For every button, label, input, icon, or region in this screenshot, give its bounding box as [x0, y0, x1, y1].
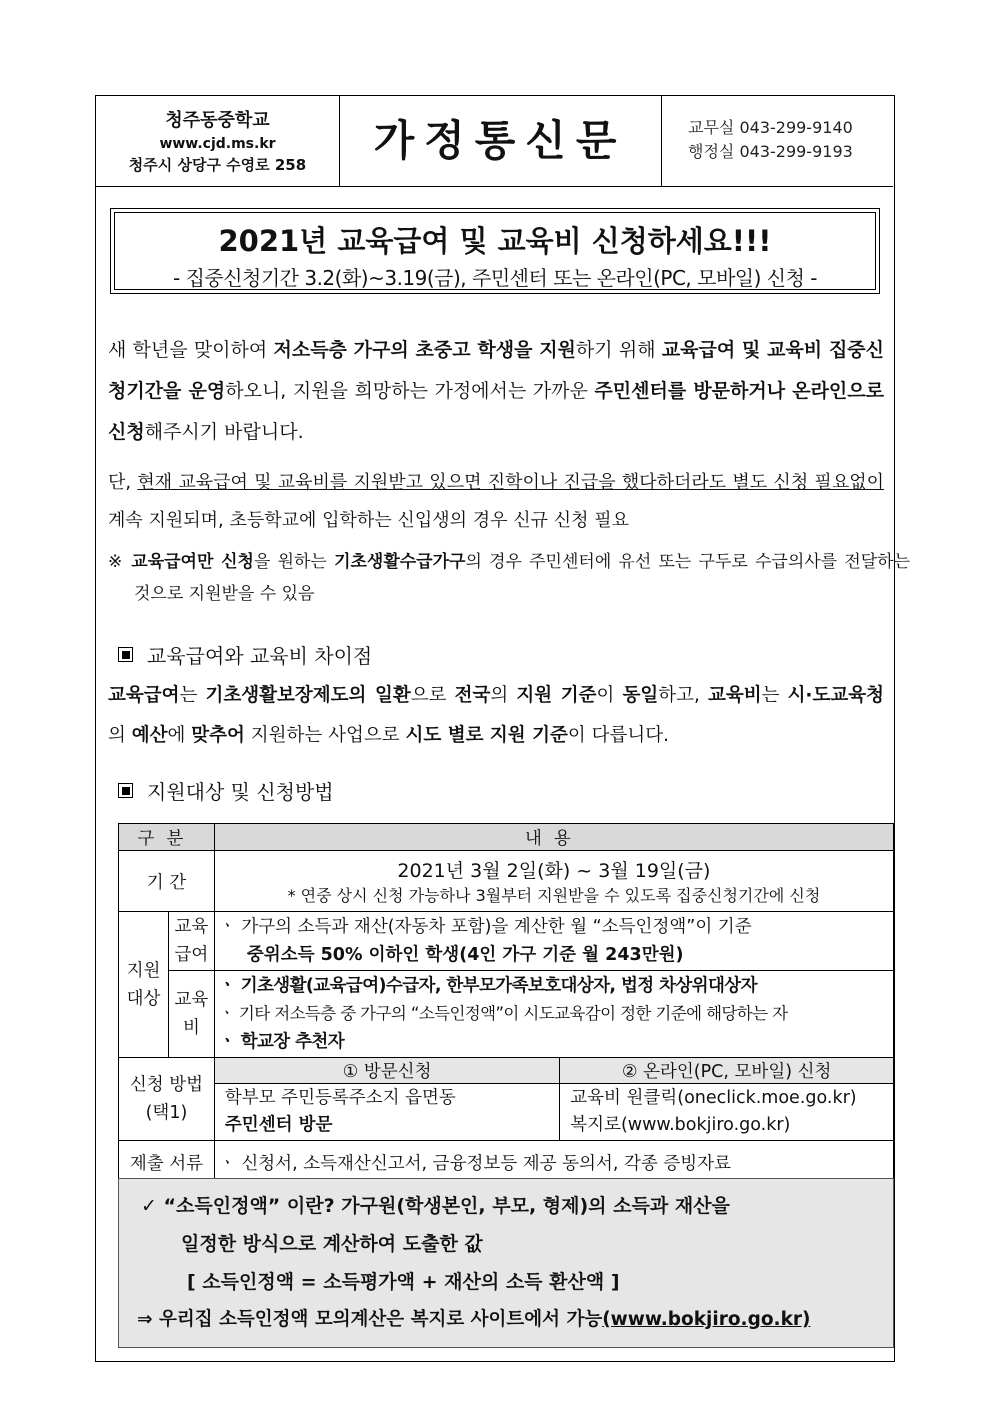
note-paragraph: 단, 현재 교육급여 및 교육비를 지원받고 있으면 진학이나 진급을 했다하더라도 별도 신청 필요없이 계속 지원되며, 초등학교에 입학하는 신입생의 경우 신규 신청 필요 — [108, 472, 884, 531]
info-line-1: ✓ “소득인정액” 이란? 가구원(학생본인, 부모, 형제)의 소득과 재산을 — [141, 1195, 730, 1217]
visit-content: 학부모 주민등록주소지 읍면동 주민센터 방문 — [214, 1084, 559, 1141]
school-info — [96, 96, 340, 186]
visit-heading: ① 방문신청 — [214, 1058, 559, 1084]
edu-pay-label: 교육급여 — [168, 912, 214, 971]
table-row — [119, 1058, 894, 1084]
table-header-row — [119, 824, 894, 851]
table-header-category: 구분 — [119, 824, 215, 851]
edu-cost-label: 교육비 — [168, 971, 214, 1058]
school-website: www.cjd.ms.kr — [159, 136, 276, 152]
headline-banner — [110, 208, 880, 294]
method-label: 신청 방법 (택1) — [119, 1058, 215, 1141]
online-heading: ② 온라인(PC, 모바일) 신청 — [560, 1058, 894, 1084]
section-2-title: 지원대상 및 신청방법 — [118, 776, 334, 805]
period-label: 기 간 — [119, 851, 215, 912]
check-icon: ✓ — [141, 1195, 157, 1217]
remark-paragraph: ※ 교육급여만 신청을 원하는 기초생활수급가구의 경우 주민센터에 유선 또는 구두로 수급의사를 전달하는 것으로 지원받을 수 있음 — [108, 552, 911, 604]
period-content — [214, 851, 893, 912]
table-row — [119, 912, 894, 971]
headline: 2021년 교육급여 및 교육비 신청하세요!!! — [218, 224, 772, 258]
office-phone-2: 행정실 043-299-9193 — [688, 142, 853, 161]
table-header-content: 내용 — [214, 824, 893, 851]
header — [96, 96, 893, 187]
table-row — [119, 971, 894, 1058]
edu-cost-content: ㆍ 기초생활(교육급여)수급자, 한부모가족보호대상자, 법정 차상위대상자 ㆍ 기타 저소득층 중 가구의 “소득인정액”이 시도교육감이 정한 기준에 해당하는 자 ㆍ 학교장 추천자 — [214, 971, 893, 1058]
square-bullet-icon — [118, 647, 133, 662]
support-table — [118, 823, 894, 1184]
office-phone-1: 교무실 043-299-9140 — [688, 118, 853, 137]
table-row — [119, 1084, 894, 1141]
school-name: 청주동중학교 — [165, 110, 270, 131]
intro-paragraph: 새 학년을 맞이하여 저소득층 가구의 초중고 학생을 지원하기 위해 교육급여 및 교육비 집중신청기간을 운영하오니, 지원을 희망하는 가정에서는 가까운 주민센터를 방문하거나 온라인으로 신청해주시기 바랍니다. — [108, 339, 885, 443]
target-label: 지원 대상 — [119, 912, 169, 1058]
docs-content: ㆍ 신청서, 소득재산신고서, 금융정보등 제공 동의서, 각종 증빙자료 — [214, 1141, 893, 1184]
table-row — [119, 851, 894, 912]
info-line-4: ⇒ 우리집 소득인정액 모의계산은 복지로 사이트에서 가능(www.bokjiro.go.kr) — [137, 1309, 811, 1330]
section-1-paragraph: 교육급여는 기초생활보장제도의 일환으로 전국의 지원 기준이 동일하고, 교육비는 시·도교육청의 예산에 맞추어 지원하는 사업으로 시도 별로 지원 기준이 다릅니다. — [108, 685, 884, 746]
subheadline: - 집중신청기간 3.2(화)~3.19(금), 주민센터 또는 온라인(PC, 모바일) 신청 - — [173, 266, 817, 290]
info-line-2: 일정한 방식으로 계산하여 도출한 값 — [181, 1233, 483, 1255]
online-content: 교육비 원클릭(oneclick.moe.go.kr) 복지로(www.bokjiro.go.kr) — [560, 1084, 894, 1141]
section-1-title: 교육급여와 교육비 차이점 — [118, 640, 372, 669]
docs-label: 제출 서류 — [119, 1141, 215, 1184]
contact-info — [688, 116, 853, 164]
period-main: 2021년 3월 2일(화) ~ 3월 19일(금) — [397, 860, 711, 882]
period-note: * 연중 상시 신청 가능하나 3월부터 지원받을 수 있도록 집중신청기간에 신청 — [287, 886, 821, 905]
document-title: 가정통신문 — [339, 96, 662, 186]
info-line-3: [ 소득인정액 = 소득평가액 + 재산의 소득 환산액 ] — [187, 1271, 620, 1293]
arrow-icon: ⇒ — [137, 1309, 153, 1330]
bokjiro-link[interactable]: (www.bokjiro.go.kr) — [602, 1309, 811, 1330]
school-address: 청주시 상당구 수영로 258 — [128, 156, 307, 174]
document-frame — [95, 95, 911, 1362]
edu-pay-content: ㆍ 가구의 소득과 재산(자동차 포함)을 계산한 월 “소득인정액”이 기준 중위소득 50% 이하인 학생(4인 가구 기준 월 243만원) — [214, 912, 893, 971]
square-bullet-icon — [118, 783, 133, 798]
income-info-box — [118, 1178, 894, 1348]
